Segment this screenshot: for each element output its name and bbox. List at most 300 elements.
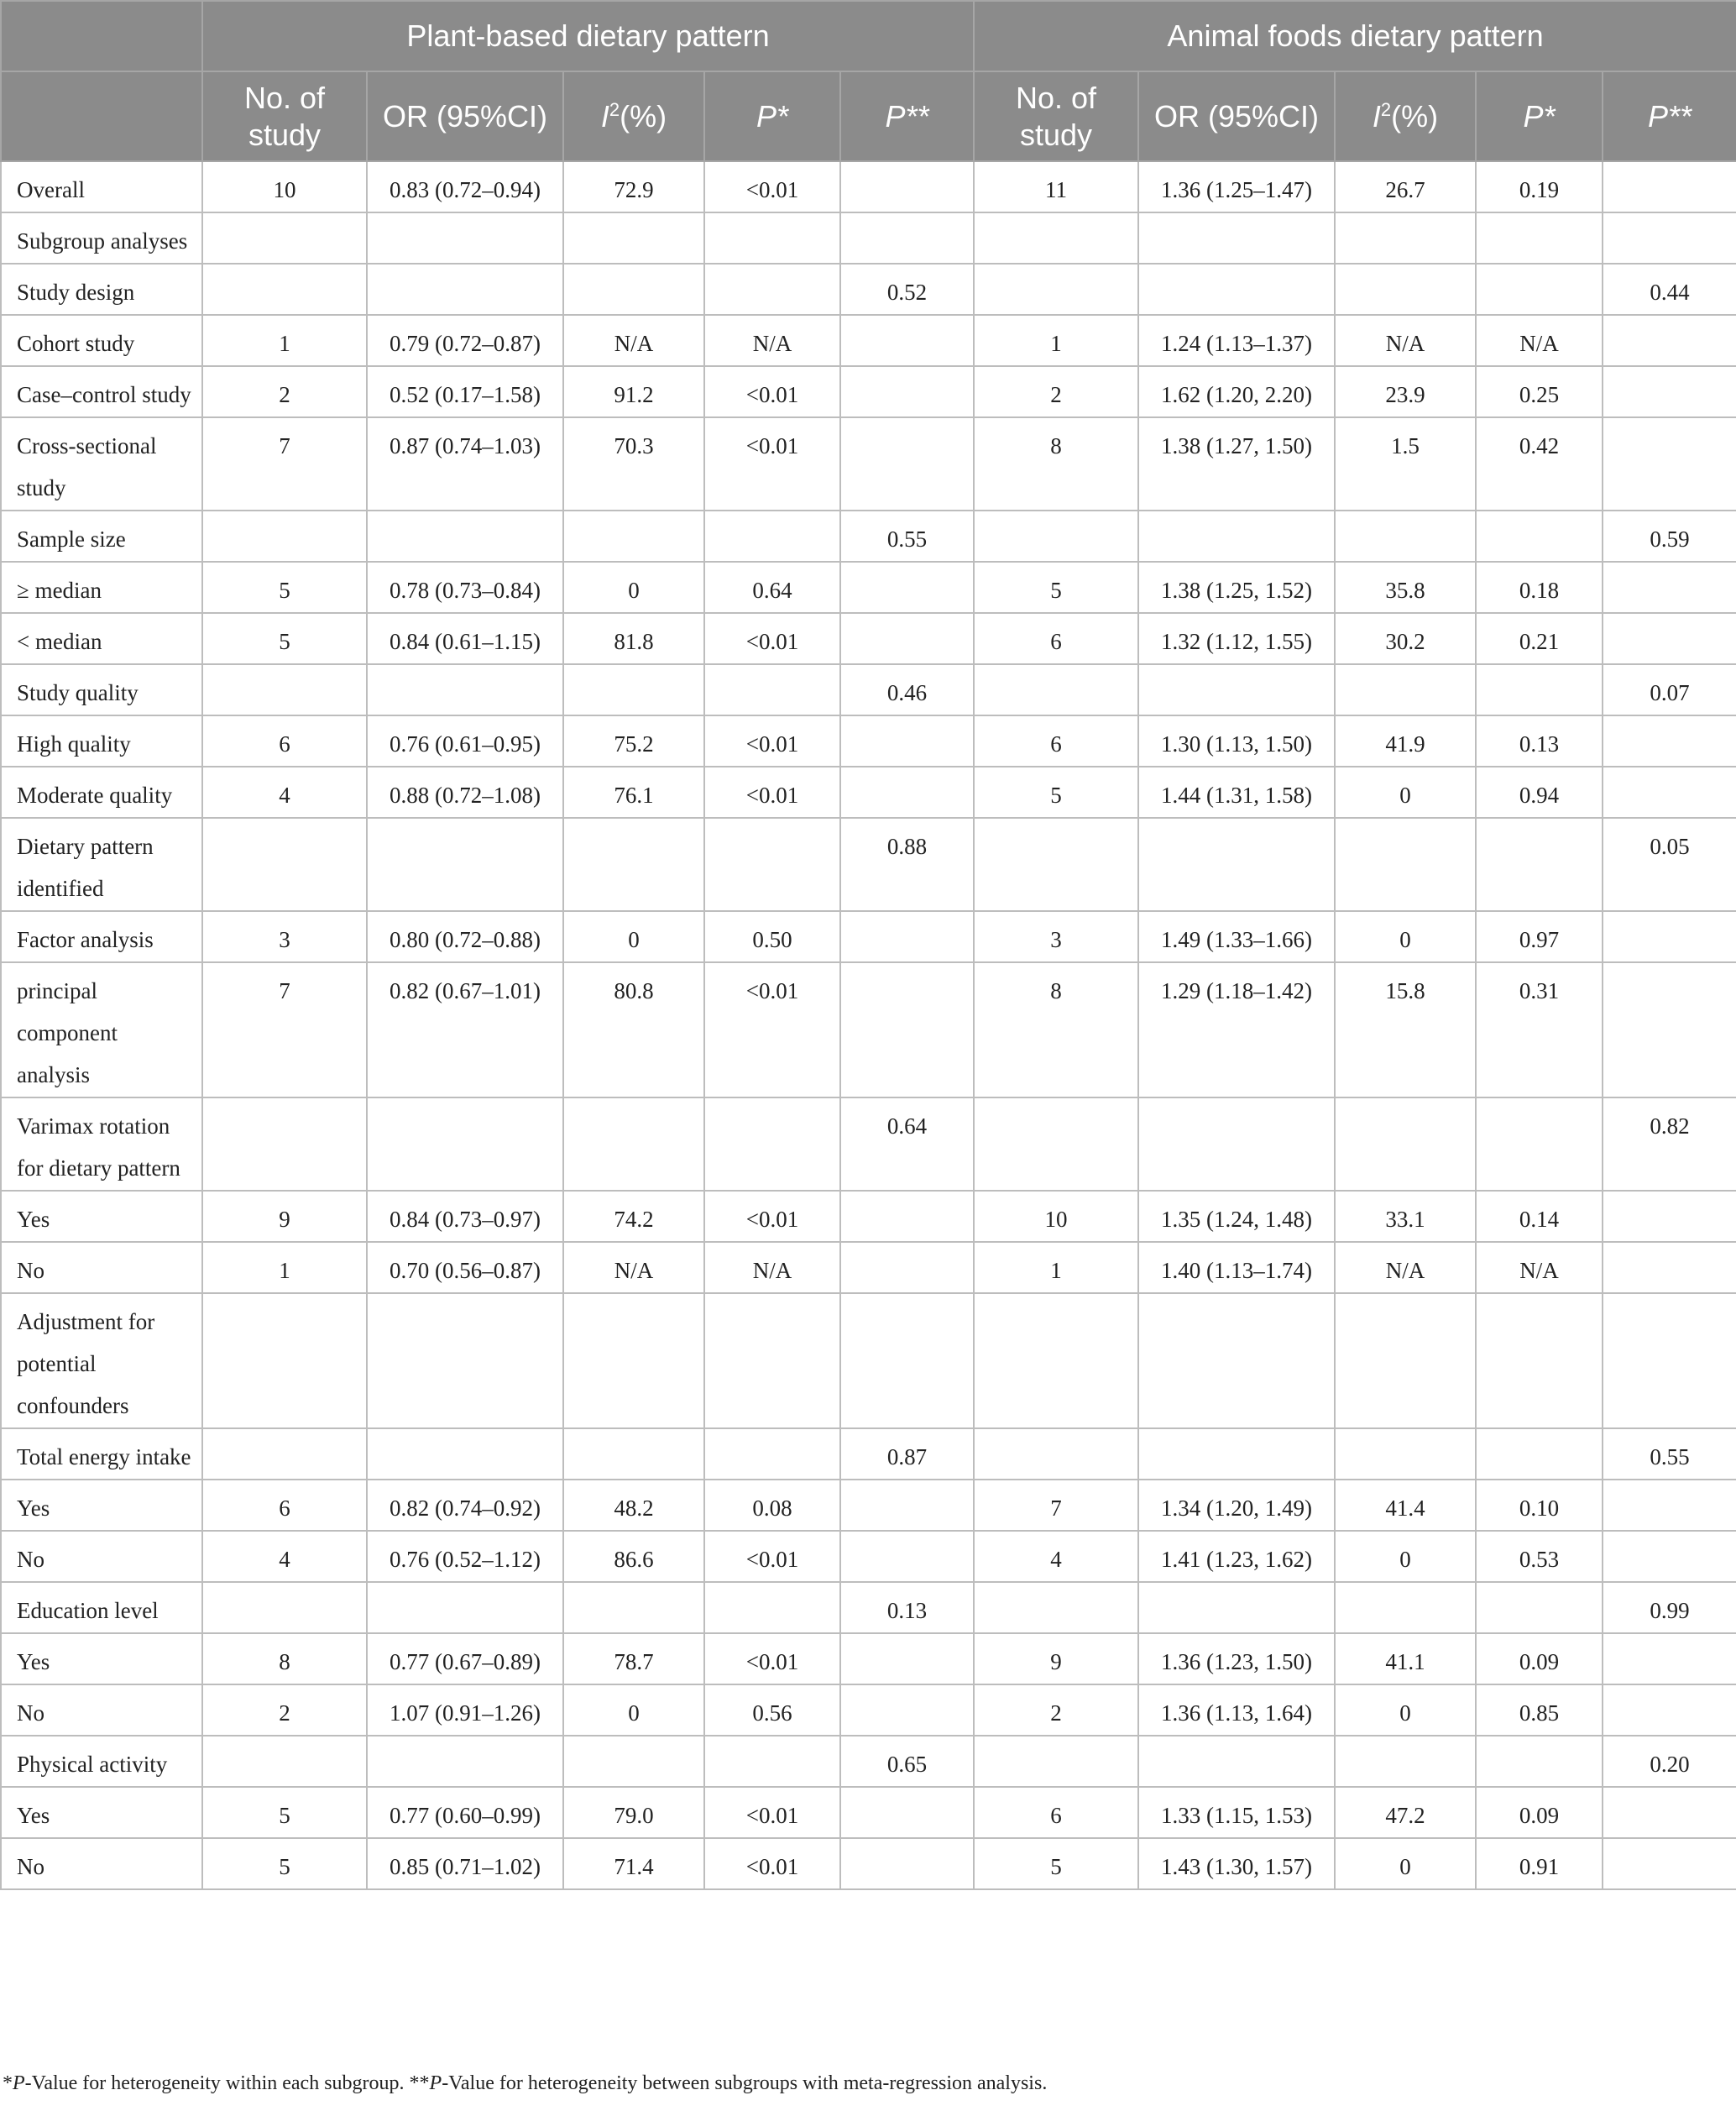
table-cell: 0.65 <box>840 1736 974 1787</box>
table-cell: 1 <box>202 1242 367 1293</box>
table-cell: 5 <box>202 613 367 664</box>
table-cell: 0.80 (0.72–0.88) <box>367 911 563 962</box>
table-cell <box>1335 818 1476 911</box>
table-cell <box>202 1428 367 1480</box>
table-row <box>1 1293 1736 1428</box>
table-cell <box>1603 767 1736 818</box>
row-label: Yes <box>1 1787 202 1838</box>
table-cell: 6 <box>974 613 1138 664</box>
table-cell: 4 <box>202 767 367 818</box>
table-cell: 5 <box>974 562 1138 613</box>
table-cell: 0.25 <box>1476 366 1603 417</box>
table-cell: 0 <box>1335 767 1476 818</box>
table-cell <box>704 511 840 562</box>
table-cell <box>704 664 840 715</box>
table-cell: 6 <box>202 1480 367 1531</box>
table-cell <box>563 664 704 715</box>
table-cell <box>1603 161 1736 212</box>
table-cell <box>1603 1838 1736 1889</box>
table-cell: 0.14 <box>1476 1191 1603 1242</box>
row-label: Yes <box>1 1633 202 1684</box>
table-cell <box>202 1293 367 1428</box>
table-cell <box>1138 264 1335 315</box>
table-cell <box>1138 1736 1335 1787</box>
table-cell: 0.31 <box>1476 962 1603 1097</box>
table-cell <box>1603 962 1736 1097</box>
table-cell: 0.55 <box>1603 1428 1736 1480</box>
table-cell <box>704 1097 840 1191</box>
table-cell: 4 <box>202 1531 367 1582</box>
table-cell: 76.1 <box>563 767 704 818</box>
table-cell: 0.94 <box>1476 767 1603 818</box>
table-cell: 78.7 <box>563 1633 704 1684</box>
table-cell <box>840 1531 974 1582</box>
table-cell <box>1335 511 1476 562</box>
table-cell <box>974 1582 1138 1633</box>
table-cell <box>1603 1293 1736 1428</box>
table-row <box>1 562 1736 613</box>
table-cell <box>1603 1531 1736 1582</box>
table-cell: N/A <box>704 1242 840 1293</box>
row-label: No <box>1 1838 202 1889</box>
col-or-ci: OR (95%CI) <box>367 71 563 161</box>
table-cell: 0.91 <box>1476 1838 1603 1889</box>
table-cell: 1.30 (1.13, 1.50) <box>1138 715 1335 767</box>
table-cell: 0.97 <box>1476 911 1603 962</box>
table-cell: 0.70 (0.56–0.87) <box>367 1242 563 1293</box>
table-cell: 1.34 (1.20, 1.49) <box>1138 1480 1335 1531</box>
table-cell <box>840 562 974 613</box>
table-cell: 1.49 (1.33–1.66) <box>1138 911 1335 962</box>
col-p-within: P* <box>704 71 840 161</box>
table-row <box>1 1097 1736 1191</box>
table-cell: 7 <box>202 962 367 1097</box>
table-cell: 5 <box>202 562 367 613</box>
row-label: principal component analysis <box>1 962 202 1097</box>
table-cell: 0.88 <box>840 818 974 911</box>
table-cell: <0.01 <box>704 767 840 818</box>
table-cell: 8 <box>974 417 1138 511</box>
row-label: Factor analysis <box>1 911 202 962</box>
table-cell: <0.01 <box>704 613 840 664</box>
table-cell <box>202 818 367 911</box>
table-row <box>1 1531 1736 1582</box>
table-cell: N/A <box>563 1242 704 1293</box>
table-row <box>1 911 1736 962</box>
table-cell: 0.85 <box>1476 1684 1603 1736</box>
table-cell: <0.01 <box>704 366 840 417</box>
header-corner <box>1 1 202 71</box>
table-cell: 5 <box>974 1838 1138 1889</box>
table-cell: 0 <box>1335 911 1476 962</box>
table-cell: 0.87 (0.74–1.03) <box>367 417 563 511</box>
table-cell: 6 <box>974 715 1138 767</box>
table-cell: 0.82 (0.67–1.01) <box>367 962 563 1097</box>
table-cell <box>840 1293 974 1428</box>
table-cell <box>974 212 1138 264</box>
table-cell: 1 <box>974 315 1138 366</box>
table-row <box>1 1582 1736 1633</box>
table-cell: 0.09 <box>1476 1787 1603 1838</box>
table-cell <box>1335 1582 1476 1633</box>
table-cell: 0.88 (0.72–1.08) <box>367 767 563 818</box>
table-cell <box>563 264 704 315</box>
table-cell <box>1335 1097 1476 1191</box>
table-row <box>1 1242 1736 1293</box>
table-cell: 0.52 (0.17–1.58) <box>367 366 563 417</box>
table-cell: 1.36 (1.23, 1.50) <box>1138 1633 1335 1684</box>
table-cell <box>202 1582 367 1633</box>
table-cell <box>367 664 563 715</box>
table-cell <box>840 1684 974 1736</box>
table-row <box>1 1480 1736 1531</box>
table-cell <box>367 1428 563 1480</box>
table-cell: 71.4 <box>563 1838 704 1889</box>
table-row <box>1 511 1736 562</box>
table-cell: 4 <box>974 1531 1138 1582</box>
table-row <box>1 1736 1736 1787</box>
table-cell <box>840 911 974 962</box>
table-cell <box>202 1097 367 1191</box>
table-cell: 10 <box>202 161 367 212</box>
row-label: Varimax rotation for dietary pattern <box>1 1097 202 1191</box>
table-cell <box>1138 1293 1335 1428</box>
row-label: Moderate quality <box>1 767 202 818</box>
table-cell: 0.79 (0.72–0.87) <box>367 315 563 366</box>
table-cell: 1.44 (1.31, 1.58) <box>1138 767 1335 818</box>
table-cell: 0.07 <box>1603 664 1736 715</box>
table-cell: 0.76 (0.52–1.12) <box>367 1531 563 1582</box>
table-cell <box>1476 1736 1603 1787</box>
table-cell <box>840 1480 974 1531</box>
table-cell: 10 <box>974 1191 1138 1242</box>
table-cell <box>1603 366 1736 417</box>
table-cell <box>840 715 974 767</box>
table-cell <box>1335 1736 1476 1787</box>
table-cell: 0.20 <box>1603 1736 1736 1787</box>
row-label: Cross-sectional study <box>1 417 202 511</box>
table-cell: 0.82 <box>1603 1097 1736 1191</box>
table-cell <box>1603 715 1736 767</box>
table-cell <box>840 962 974 1097</box>
table-cell <box>1138 1097 1335 1191</box>
table-cell: 75.2 <box>563 715 704 767</box>
col-p-between: P** <box>840 71 974 161</box>
table-cell <box>840 161 974 212</box>
table-cell: 0.13 <box>1476 715 1603 767</box>
table-cell: 48.2 <box>563 1480 704 1531</box>
table-cell <box>367 511 563 562</box>
table-cell <box>1603 1787 1736 1838</box>
table-cell: <0.01 <box>704 1531 840 1582</box>
row-label: Physical activity <box>1 1736 202 1787</box>
table-row <box>1 613 1736 664</box>
col-i2: $I^2(\%)$ <box>563 71 704 161</box>
table-cell <box>1603 315 1736 366</box>
table-cell <box>1603 1633 1736 1684</box>
table-cell <box>1603 417 1736 511</box>
table-row <box>1 161 1736 212</box>
table-cell: 6 <box>202 715 367 767</box>
table-row <box>1 264 1736 315</box>
table-cell: 41.9 <box>1335 715 1476 767</box>
table-cell <box>563 1582 704 1633</box>
table-cell <box>840 1787 974 1838</box>
table-cell <box>1603 212 1736 264</box>
table-cell <box>1138 1428 1335 1480</box>
col-p-within: P* <box>1476 71 1603 161</box>
table-cell: 5 <box>974 767 1138 818</box>
table-row <box>1 962 1736 1097</box>
table-cell <box>1603 1480 1736 1531</box>
table-cell <box>974 1428 1138 1480</box>
table-cell: 0.77 (0.67–0.89) <box>367 1633 563 1684</box>
table-row <box>1 315 1736 366</box>
table-cell: 0.55 <box>840 511 974 562</box>
table-cell: 0.13 <box>840 1582 974 1633</box>
table-cell <box>1603 1191 1736 1242</box>
header-corner-sub <box>1 71 202 161</box>
table-row <box>1 1838 1736 1889</box>
table-cell: 0.85 (0.71–1.02) <box>367 1838 563 1889</box>
table-cell <box>840 1838 974 1889</box>
table-cell <box>1603 911 1736 962</box>
table-cell: 0.53 <box>1476 1531 1603 1582</box>
table-cell <box>1138 664 1335 715</box>
table-cell: 3 <box>974 911 1138 962</box>
table-cell: 1.33 (1.15, 1.53) <box>1138 1787 1335 1838</box>
table-cell: 0.83 (0.72–0.94) <box>367 161 563 212</box>
table-body <box>1 161 1736 1889</box>
row-label: No <box>1 1242 202 1293</box>
table-cell: 0.42 <box>1476 417 1603 511</box>
table-cell <box>563 511 704 562</box>
table-cell: 2 <box>202 1684 367 1736</box>
table-cell <box>367 264 563 315</box>
table-cell: <0.01 <box>704 962 840 1097</box>
table-cell <box>974 818 1138 911</box>
table-cell <box>202 664 367 715</box>
table-cell: N/A <box>704 315 840 366</box>
table-cell <box>840 613 974 664</box>
table-cell: 1.36 (1.13, 1.64) <box>1138 1684 1335 1736</box>
table-cell <box>1476 664 1603 715</box>
table-cell <box>202 511 367 562</box>
table-cell: 0.84 (0.61–1.15) <box>367 613 563 664</box>
table-cell: 0.44 <box>1603 264 1736 315</box>
table-cell: 23.9 <box>1335 366 1476 417</box>
header-plant-group: Plant-based dietary pattern <box>202 1 974 71</box>
table-cell <box>563 212 704 264</box>
row-label: < median <box>1 613 202 664</box>
table-cell: 30.2 <box>1335 613 1476 664</box>
table-cell: <0.01 <box>704 1633 840 1684</box>
table-cell <box>704 212 840 264</box>
table-cell: 1.62 (1.20, 2.20) <box>1138 366 1335 417</box>
table-cell <box>704 1293 840 1428</box>
table-cell <box>367 1736 563 1787</box>
table-cell <box>1476 818 1603 911</box>
table-cell <box>367 1293 563 1428</box>
table-cell <box>840 1242 974 1293</box>
table-cell <box>202 1736 367 1787</box>
table-cell: 7 <box>974 1480 1138 1531</box>
table-cell: 41.1 <box>1335 1633 1476 1684</box>
table-cell: 1 <box>202 315 367 366</box>
table-cell: 1.40 (1.13–1.74) <box>1138 1242 1335 1293</box>
table-cell: <0.01 <box>704 1191 840 1242</box>
table-cell: 8 <box>974 962 1138 1097</box>
table-cell: 9 <box>202 1191 367 1242</box>
table-cell: 0.87 <box>840 1428 974 1480</box>
table-cell: 0.64 <box>704 562 840 613</box>
table-cell <box>563 1736 704 1787</box>
table-cell: 1.5 <box>1335 417 1476 511</box>
table-cell: 11 <box>974 161 1138 212</box>
table-cell: 0.59 <box>1603 511 1736 562</box>
table-row <box>1 818 1736 911</box>
table-row <box>1 1684 1736 1736</box>
col-i2: $I^2(\%)$ <box>1335 71 1476 161</box>
table-row <box>1 1633 1736 1684</box>
table-cell: 9 <box>974 1633 1138 1684</box>
row-label: Cohort study <box>1 315 202 366</box>
table-cell: 0 <box>1335 1531 1476 1582</box>
table-cell <box>840 1191 974 1242</box>
row-label: Yes <box>1 1191 202 1242</box>
table-cell: <0.01 <box>704 715 840 767</box>
table-cell <box>1603 1242 1736 1293</box>
table-cell <box>840 315 974 366</box>
table-cell <box>974 511 1138 562</box>
table-cell: 47.2 <box>1335 1787 1476 1838</box>
table-cell <box>840 1633 974 1684</box>
table-cell <box>840 212 974 264</box>
table-cell: N/A <box>1476 1242 1603 1293</box>
table-cell: 1.41 (1.23, 1.62) <box>1138 1531 1335 1582</box>
table-cell: 0.77 (0.60–0.99) <box>367 1787 563 1838</box>
table-cell: 41.4 <box>1335 1480 1476 1531</box>
table-cell: 6 <box>974 1787 1138 1838</box>
table-cell <box>1603 613 1736 664</box>
table-cell: 81.8 <box>563 613 704 664</box>
row-label: Case–control study <box>1 366 202 417</box>
table-cell: 35.8 <box>1335 562 1476 613</box>
table-cell <box>1138 1582 1335 1633</box>
table-cell: 0.10 <box>1476 1480 1603 1531</box>
table-cell <box>563 1293 704 1428</box>
table-cell <box>1476 1428 1603 1480</box>
table-cell: 1.29 (1.18–1.42) <box>1138 962 1335 1097</box>
table-cell <box>367 1582 563 1633</box>
table-cell <box>367 1097 563 1191</box>
table-cell <box>974 664 1138 715</box>
table-cell <box>974 1736 1138 1787</box>
table-cell <box>974 1097 1138 1191</box>
table-cell <box>202 264 367 315</box>
table-cell: N/A <box>1476 315 1603 366</box>
table-cell: 0.99 <box>1603 1582 1736 1633</box>
table-cell <box>974 264 1138 315</box>
table-cell <box>840 767 974 818</box>
table-cell: 5 <box>202 1787 367 1838</box>
table-cell: 0.76 (0.61–0.95) <box>367 715 563 767</box>
table-cell: 1.43 (1.30, 1.57) <box>1138 1838 1335 1889</box>
row-label: Study design <box>1 264 202 315</box>
table-row <box>1 767 1736 818</box>
header-animal-group: Animal foods dietary pattern <box>974 1 1736 71</box>
table-cell: 7 <box>202 417 367 511</box>
table-cell: 0.18 <box>1476 562 1603 613</box>
table-cell: <0.01 <box>704 161 840 212</box>
table-cell: 74.2 <box>563 1191 704 1242</box>
table-cell: 5 <box>202 1838 367 1889</box>
table-cell: N/A <box>1335 315 1476 366</box>
table-cell <box>1476 1582 1603 1633</box>
row-label: Subgroup analyses <box>1 212 202 264</box>
table-cell: 33.1 <box>1335 1191 1476 1242</box>
table-cell: 0.19 <box>1476 161 1603 212</box>
row-label: Sample size <box>1 511 202 562</box>
table-cell: 80.8 <box>563 962 704 1097</box>
table-cell <box>1335 264 1476 315</box>
table-cell <box>704 1582 840 1633</box>
table-cell: N/A <box>1335 1242 1476 1293</box>
table-cell <box>1603 1684 1736 1736</box>
table-row <box>1 212 1736 264</box>
col-or-ci: OR (95%CI) <box>1138 71 1335 161</box>
table-cell: <0.01 <box>704 1838 840 1889</box>
table-cell: 15.8 <box>1335 962 1476 1097</box>
table-cell <box>840 417 974 511</box>
table-cell: 0.21 <box>1476 613 1603 664</box>
table-cell: 8 <box>202 1633 367 1684</box>
table-cell: 70.3 <box>563 417 704 511</box>
row-label: High quality <box>1 715 202 767</box>
table-cell: 1.32 (1.12, 1.55) <box>1138 613 1335 664</box>
table-cell: 3 <box>202 911 367 962</box>
table-cell <box>563 1097 704 1191</box>
table-cell: 0.82 (0.74–0.92) <box>367 1480 563 1531</box>
table-cell <box>1335 664 1476 715</box>
table-row <box>1 366 1736 417</box>
table-cell <box>1476 264 1603 315</box>
table-cell: 0.50 <box>704 911 840 962</box>
col-p-between: P** <box>1603 71 1736 161</box>
row-label: ≥ median <box>1 562 202 613</box>
row-label: Total energy intake <box>1 1428 202 1480</box>
table-cell <box>704 1428 840 1480</box>
table-cell: 0.05 <box>1603 818 1736 911</box>
table-cell: 0.08 <box>704 1480 840 1531</box>
table-cell: <0.01 <box>704 1787 840 1838</box>
table-cell: 0 <box>563 562 704 613</box>
table-cell: 26.7 <box>1335 161 1476 212</box>
table-cell <box>367 818 563 911</box>
table-cell: 1.24 (1.13–1.37) <box>1138 315 1335 366</box>
table-cell: 0.09 <box>1476 1633 1603 1684</box>
row-label: No <box>1 1684 202 1736</box>
table-cell <box>1476 511 1603 562</box>
table-row <box>1 715 1736 767</box>
table-cell: 1.38 (1.25, 1.52) <box>1138 562 1335 613</box>
table-cell: 2 <box>202 366 367 417</box>
row-label: Overall <box>1 161 202 212</box>
table-cell <box>1603 562 1736 613</box>
table-cell <box>1138 818 1335 911</box>
row-label: No <box>1 1531 202 1582</box>
table-cell <box>1138 212 1335 264</box>
